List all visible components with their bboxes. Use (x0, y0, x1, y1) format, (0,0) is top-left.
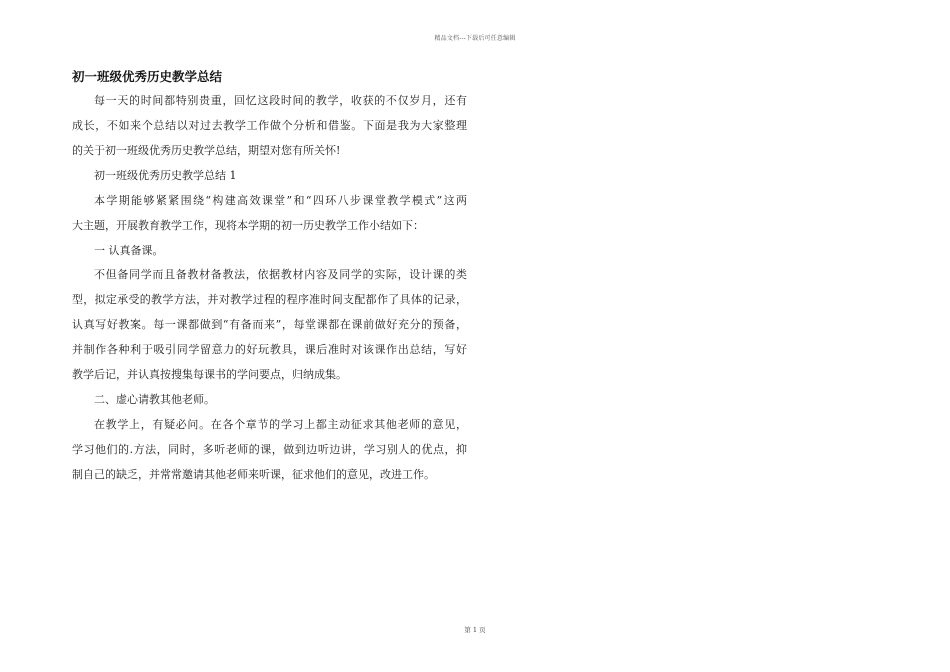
paragraph-line: 并制作各种利于吸引同学留意力的好玩教具，课后准时对该课作出总结，写好 (72, 343, 467, 356)
paragraph-line: 每一天的时间都特别贵重，回忆这段时间的教学，收获的不仅岁月，还有 (94, 94, 467, 107)
paragraph-line: 学习他们的.方法，同时，多听老师的课，做到边听边讲，学习别人的优点，抑 (72, 443, 467, 456)
paragraph-line: 大主题，开展教育教学工作，现将本学期的初一历史教学工作小结如下： (72, 219, 424, 232)
paragraph-line: 制自己的缺乏，并常常邀请其他老师来听课，征求他们的意见，改进工作。 (72, 468, 435, 481)
paragraph-line: 认真写好教案。每一课都做到“有备而来”，每堂课都在课前做好充分的预备， (72, 318, 467, 331)
paragraph-line: 型，拟定承受的教学方法，并对教学过程的程序准时间支配都作了具体的记录， (72, 293, 467, 306)
paragraph-line: 不但备同学而且备教材备教法，依据教材内容及同学的实际，设计课的类 (94, 268, 467, 281)
page-header: 精品文档---下载后可任意编辑 (434, 35, 516, 42)
paragraph-line: 成长，不如来个总结以对过去教学工作做个分析和借鉴。下面是我为大家整理 (72, 119, 467, 132)
page-number: 第 1 页 (464, 626, 486, 634)
paragraph-line: 在教学上，有疑必问。在各个章节的学习上都主动征求其他老师的意见， (94, 418, 467, 431)
paragraph-line: 本学期能够紧紧围绕“构建高效课堂”和“四环八步课堂教学模式”这两 (94, 194, 467, 207)
section-heading: 二、虚心请教其他老师。 (94, 393, 215, 406)
paragraph-line: 的关于初一班级优秀历史教学总结，期望对您有所关怀! (72, 144, 341, 157)
paragraph-line: 教学后记，并认真按搜集每课书的学问要点，归纳成集。 (72, 368, 347, 381)
section-heading: 一 认真备课。 (94, 244, 164, 257)
section-heading: 初一班级优秀历史教学总结 1 (94, 169, 237, 182)
document-title: 初一班级优秀历史教学总结 (72, 69, 223, 84)
